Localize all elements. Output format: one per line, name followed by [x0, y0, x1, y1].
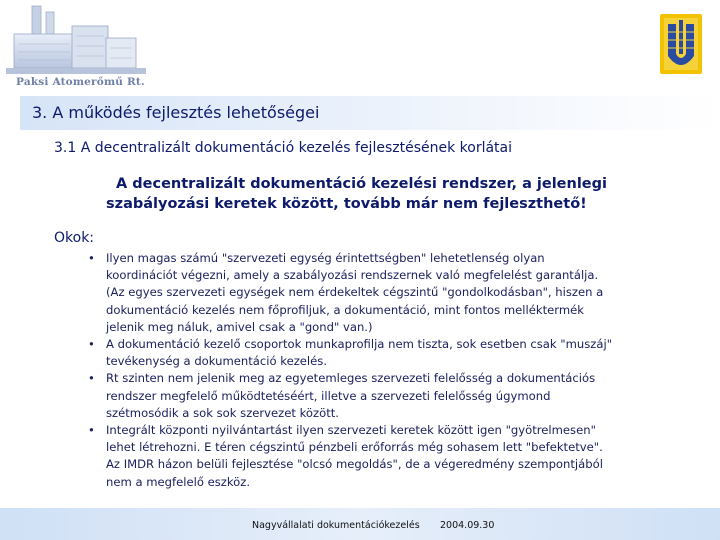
- list-item-line: A dokumentáció kezelő csoportok munkaprofilja nem tiszta, sok esetben csak "muszáj": [106, 337, 613, 352]
- key-statement-line-2: szabályozási keretek között, tovább már nem fejleszthető!: [106, 196, 587, 212]
- reasons-list: [84, 250, 684, 491]
- list-item: [84, 336, 684, 370]
- bullet-icon: •: [88, 423, 95, 438]
- bullet-icon: •: [88, 371, 95, 386]
- list-item-line: Integrált központi nyilvántartást ilyen szervezeti keretek között igen "gyötrelmesen": [106, 423, 596, 438]
- bullet-icon: •: [88, 251, 95, 265]
- list-item-line: Ilyen magas számú "szervezeti egység érintettségben" lehetetlenség olyan: [106, 251, 545, 265]
- bullet-icon: •: [88, 337, 95, 352]
- list-item: [84, 422, 684, 491]
- key-statement-line-1: A decentralizált dokumentáció kezelési rendszer, a jelenlegi: [116, 176, 607, 192]
- list-item: [84, 370, 684, 422]
- list-item-line: rendszer megfelelő működtetéséért, illetve a szervezeti felelősség úgymond: [106, 388, 551, 403]
- list-item-line: lehet létrehozni. E téren cégszintű pénzbeli erőforrás még sohasem lett "befektetve".: [106, 440, 603, 455]
- list-item: [84, 250, 684, 336]
- power-plant-icon: [6, 4, 146, 74]
- emblem-icon: [660, 14, 702, 74]
- list-item-line: jelenik meg náluk, amivel csak a "gond" van.): [106, 319, 373, 334]
- emblem-logo: [660, 14, 702, 74]
- footer-date: 2004.09.30: [440, 520, 495, 531]
- list-item-line: tevékenység a dokumentáció kezelés.: [106, 354, 328, 369]
- key-statement: [106, 174, 686, 214]
- list-item-line: szétmosódik a sok sok szervezet között.: [106, 405, 339, 420]
- reasons-label: Okok:: [54, 230, 95, 246]
- slide-title: 3. A működés fejlesztés lehetőségei: [32, 103, 320, 122]
- list-item-line: dokumentáció kezelés nem főprofiljuk, a dokumentáció, mint fontos melléktermék: [106, 302, 584, 317]
- power-plant-logo: [6, 4, 146, 90]
- list-item-line: koordinációt végezni, amely a szabályozási rendszernek való megfelelést garantálja.: [106, 268, 599, 283]
- footer-title: Nagyvállalati dokumentációkezelés: [252, 520, 420, 531]
- company-caption: Paksi Atomerőmű Rt.: [16, 76, 145, 88]
- list-item-line: Az IMDR házon belüli fejlesztése "olcsó megoldás", de a végeredmény szempontjából: [106, 457, 603, 472]
- list-item-line: Rt szinten nem jelenik meg az egyetemleges szervezeti felelősség a dokumentációs: [106, 371, 596, 386]
- section-subtitle: 3.1 A decentralizált dokumentáció kezelés fejlesztésének korlátai: [54, 140, 513, 156]
- list-item-line: (Az egyes szervezeti egységek nem érdekeltek cégszintű "gondolkodásban", hiszen a: [106, 285, 604, 300]
- list-item-line: nem a megfelelő eszköz.: [106, 474, 251, 489]
